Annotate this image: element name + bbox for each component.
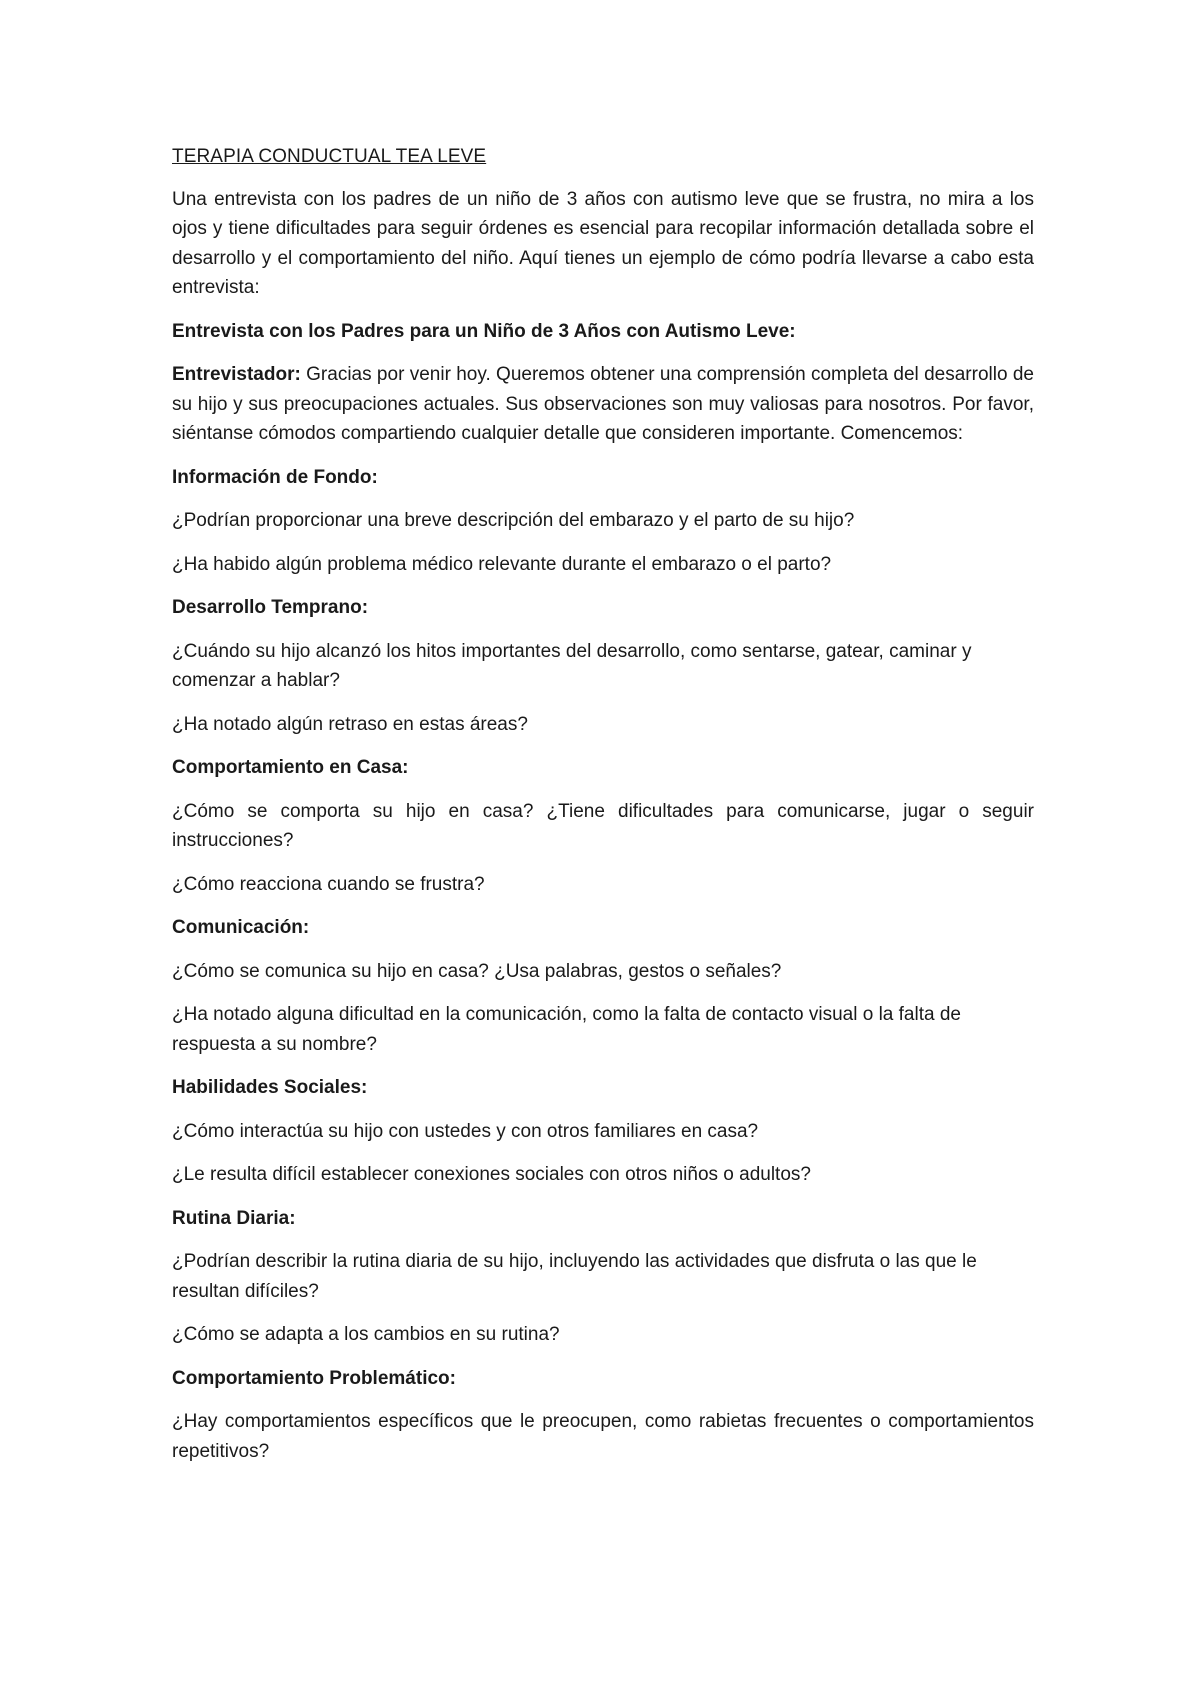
intro-paragraph: Una entrevista con los padres de un niño de 3 años con autismo leve que se frustra, no mira a los ojos y tiene dificultades para seguir órdenes es esencial para recopilar información detallada sobre el desarrollo y el comportamiento del niño. Aquí tienes un ejemplo de cómo podría llevarse a cabo esta entrevista:: [172, 188, 1034, 298]
interviewer-label: Entrevistador:: [172, 364, 301, 385]
section-question: ¿Ha habido algún problema médico relevante durante el embarazo o el parto?: [172, 553, 832, 575]
section-question: ¿Hay comportamientos específicos que le preocupen, como rabietas frecuentes o comportamientos repetitivos?: [172, 1411, 1034, 1462]
section-question: ¿Cuándo su hijo alcanzó los hitos importantes del desarrollo, como sentarse, gatear, caminar y comenzar a hablar?: [172, 640, 972, 691]
interviewer-paragraph: [172, 360, 1034, 449]
section-question: ¿Cómo reacciona cuando se frustra?: [172, 873, 485, 895]
section-question: ¿Podrían proporcionar una breve descripción del embarazo y el parto de su hijo?: [172, 510, 855, 531]
section-heading: Comunicación:: [172, 917, 310, 938]
section-heading: Comportamiento en Casa:: [172, 757, 409, 778]
section-question: ¿Ha notado alguna dificultad en la comunicación, como la falta de contacto visual o la falta de respuesta a su nombre?: [172, 1004, 961, 1055]
section-question: ¿Le resulta difícil establecer conexiones sociales con otros niños o adultos?: [172, 1164, 811, 1185]
interview-heading: Entrevista con los Padres para un Niño de 3 Años con Autismo Leve:: [172, 320, 796, 342]
section-heading: Rutina Diaria:: [172, 1207, 296, 1229]
section-question: ¿Cómo se comunica su hijo en casa? ¿Usa palabras, gestos o señales?: [172, 960, 782, 982]
section-heading: Información de Fondo:: [172, 466, 378, 488]
section-heading: Habilidades Sociales:: [172, 1077, 368, 1098]
section-question: ¿Cómo interactúa su hijo con ustedes y con otros familiares en casa?: [172, 1120, 759, 1142]
interviewer-text: Gracias por venir hoy. Queremos obtener una comprensión completa del desarrollo de su hijo y sus preocupaciones actuales. Sus observaciones son muy valiosas para nosotros. Por favor, siéntanse cómodos compartiendo cualquier detalle que consideren importante. Comencemos:: [172, 364, 1034, 444]
document-title: TERAPIA CONDUCTUAL TEA LEVE: [172, 146, 487, 167]
section-heading: Comportamiento Problemático:: [172, 1367, 456, 1389]
section-question: ¿Cómo se adapta a los cambios en su rutina?: [172, 1324, 560, 1345]
section-question: ¿Podrían describir la rutina diaria de su hijo, incluyendo las actividades que disfruta o las que le resultan difíciles?: [172, 1251, 977, 1302]
section-heading: Desarrollo Temprano:: [172, 597, 369, 618]
section-question: ¿Ha notado algún retraso en estas áreas?: [172, 713, 528, 735]
section-question: ¿Cómo se comporta su hijo en casa? ¿Tiene dificultades para comunicarse, jugar o seguir instrucciones?: [172, 800, 1034, 851]
